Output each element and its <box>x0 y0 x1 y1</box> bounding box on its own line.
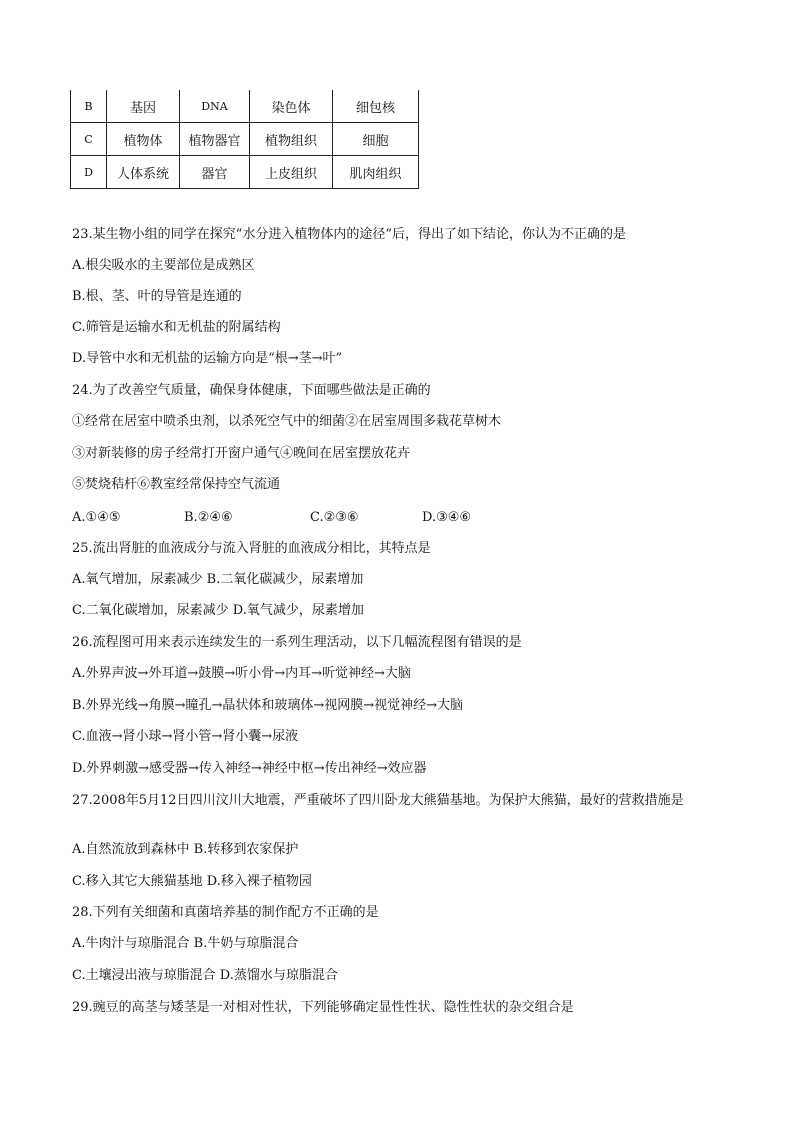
question-24-stem: 24.为了改善空气质量，确保身体健康，下面哪些做法是正确的 <box>72 383 431 398</box>
table-cell: 染色体 <box>250 90 333 123</box>
table-cell: DNA <box>180 90 250 123</box>
question-26-option-a: A.外界声波→外耳道→鼓膜→听小骨→内耳→听觉神经→大脑 <box>72 666 411 681</box>
question-23-stem: 23.某生物小组的同学在探究“水分进入植物体内的途径”后，得出了如下结论，你认为不正确的是 <box>72 227 626 242</box>
question-24-option-c: C.②③⑥ <box>310 510 359 525</box>
table-cell: D <box>71 156 107 189</box>
question-27-options-cd: C.移入其它大熊猫基地 D.移入裸子植物园 <box>72 874 312 889</box>
table-cell: 植物组织 <box>250 123 333 156</box>
question-24-option-b: B.②④⑥ <box>184 510 233 525</box>
table-cell: 植物器官 <box>180 123 250 156</box>
table-cell: 器官 <box>180 156 250 189</box>
question-25-options-cd: C.二氧化碳增加，尿素减少 D.氧气减少，尿素增加 <box>72 603 364 618</box>
question-27-options-ab: A.自然流放到森林中 B.转移到农家保护 <box>72 842 299 857</box>
question-23-option-a: A.根尖吸水的主要部位是成熟区 <box>72 258 255 273</box>
question-23-option-d: D.导管中水和无机盐的运输方向是“根→茎→叶” <box>72 351 343 366</box>
question-25-stem: 25.流出肾脏的血液成分与流入肾脏的血液成分相比，其特点是 <box>72 541 431 556</box>
question-27-stem: 27.2008年5月12日四川汶川大地震，严重破坏了四川卧龙大熊猫基地。为保护大熊猫，最好的营救措施是 <box>72 793 684 808</box>
question-24-item-3: ⑤焚烧秸杆⑥教室经常保持空气流通 <box>72 477 281 492</box>
question-28-options-cd: C.土壤浸出液与琼脂混合 D.蒸馏水与琼脂混合 <box>72 968 338 983</box>
question-26-option-d: D.外界刺激→感受器→传入神经→神经中枢→传出神经→效应器 <box>72 761 427 776</box>
question-26-option-c: C.血液→肾小球→肾小管→肾小囊→尿液 <box>72 729 299 744</box>
table-cell: 上皮组织 <box>250 156 333 189</box>
question-24-item-1: ①经常在居室中喷杀虫剂，以杀死空气中的细菌②在居室周围多栽花草树木 <box>72 414 502 429</box>
table-cell: B <box>71 90 107 123</box>
question-28-stem: 28.下列有关细菌和真菌培养基的制作配方不正确的是 <box>72 905 379 920</box>
question-26-option-b: B.外界光线→角膜→瞳孔→晶状体和玻璃体→视网膜→视觉神经→大脑 <box>72 698 464 713</box>
question-26-stem: 26.流程图可用来表示连续发生的一系列生理活动，以下几幅流程图有错误的是 <box>72 635 522 650</box>
table-cell: 植物体 <box>107 123 180 156</box>
question-23-option-c: C.筛管是运输水和无机盐的附属结构 <box>72 320 281 335</box>
question-24-options <box>72 509 722 527</box>
table-cell: C <box>71 123 107 156</box>
table-cell: 肌肉组织 <box>333 156 419 189</box>
question-24-item-2: ③对新装修的房子经常打开窗户通气④晚间在居室摆放花卉 <box>72 446 411 461</box>
table-row <box>71 123 419 156</box>
options-table <box>70 90 419 189</box>
table-row <box>71 156 419 189</box>
table-cell: 人体系统 <box>107 156 180 189</box>
table-row <box>71 90 419 123</box>
question-23-option-b: B.根、茎、叶的导管是连通的 <box>72 289 242 304</box>
question-29-stem: 29.豌豆的高茎与矮茎是一对相对性状，下列能够确定显性性状、隐性性状的杂交组合是 <box>72 1000 574 1015</box>
question-25-options-ab: A.氧气增加，尿素减少 B.二氧化碳减少，尿素增加 <box>72 572 364 587</box>
table-cell: 细包核 <box>333 90 419 123</box>
table-cell: 细胞 <box>333 123 419 156</box>
question-28-options-ab: A.牛肉汁与琼脂混合 B.牛奶与琼脂混合 <box>72 936 299 951</box>
question-24-option-d: D.③④⑥ <box>422 510 472 525</box>
question-24-option-a: A.①④⑤ <box>72 510 121 525</box>
table-cell: 基因 <box>107 90 180 123</box>
